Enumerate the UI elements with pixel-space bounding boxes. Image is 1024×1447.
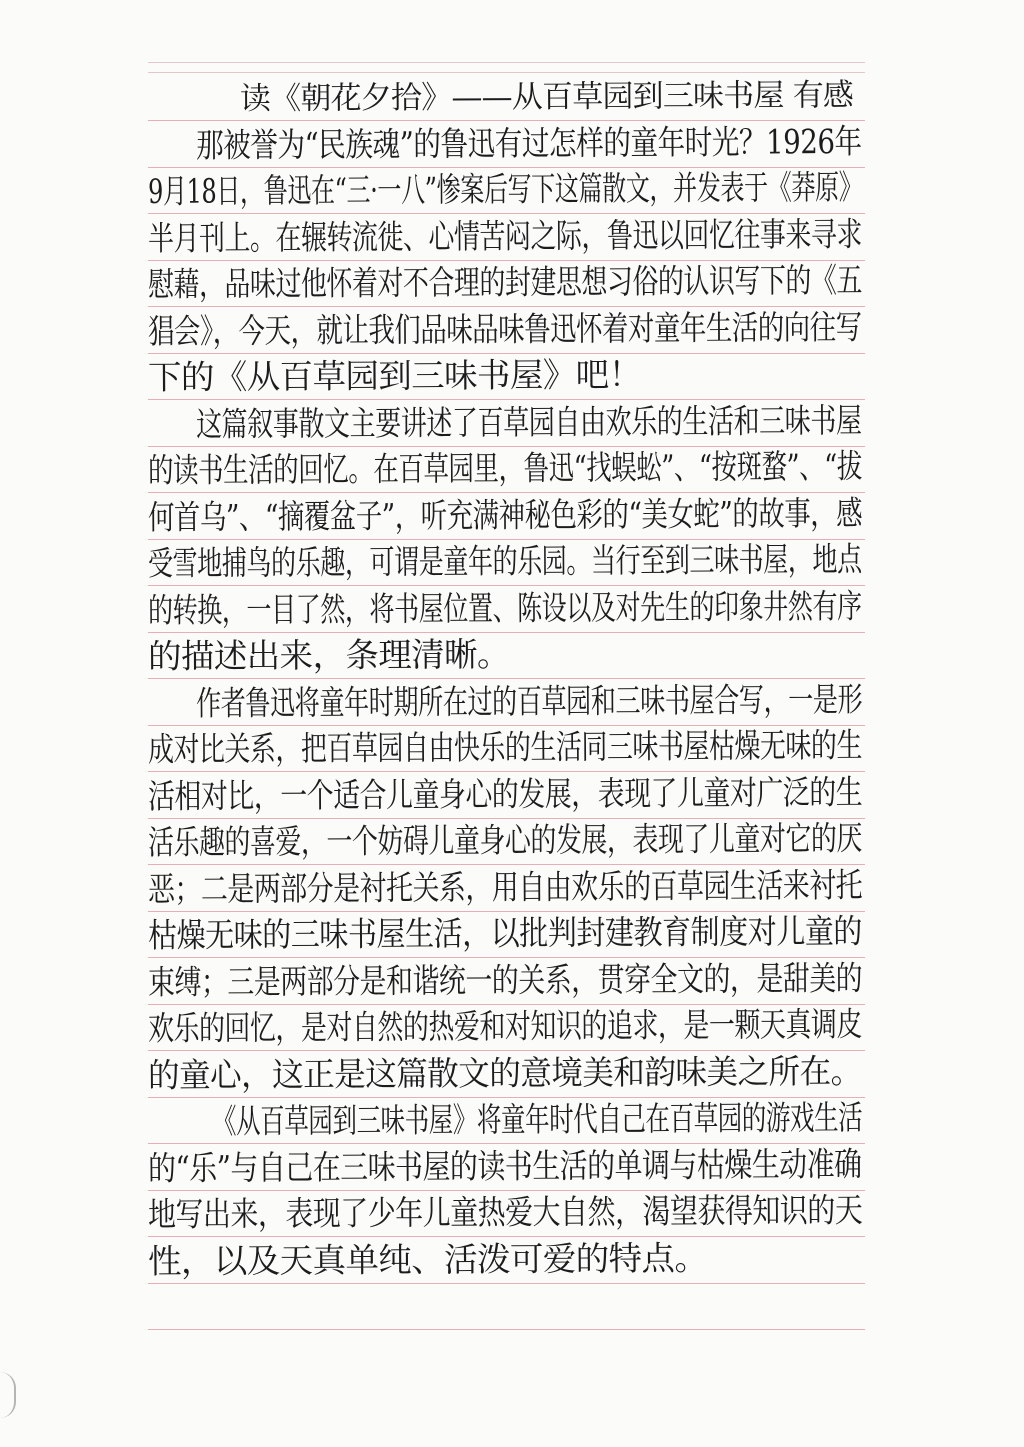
essay-line: 性，以及天真单纯、活泼可爱的特点。 (147, 1238, 708, 1281)
ruled-line (148, 1143, 865, 1144)
ruled-line (148, 1283, 865, 1284)
essay-line: 下的《从百草园到三味书屋》吧！ (147, 354, 642, 397)
ruled-line (148, 120, 865, 121)
ruled-line (148, 678, 865, 679)
essay-line: 活相对比，一个适合儿童身心的发展，表现了儿童对广泛的生 (147, 772, 863, 816)
essay-line: 受雪地捕鸟的乐趣，可谓是童年的乐园。当行至到三味书屋，地点 (147, 539, 862, 583)
essay-line: 作者鲁迅将童年时期所在过的百草园和三味书屋合写，一是形 (195, 679, 863, 723)
ruled-line (148, 585, 865, 586)
essay-line: 这篇叙事散文主要讲述了百草园自由欢乐的生活和三味书屋 (195, 400, 862, 444)
essay-line: 慰藉，品味过他怀着对不合理的封建思想习俗的认识写下的《五 (147, 260, 863, 304)
ruled-line (148, 1050, 865, 1051)
ruled-line (148, 399, 865, 400)
ruled-line (148, 353, 865, 354)
ruled-line (148, 1236, 865, 1237)
ruled-line (148, 864, 865, 865)
ruled-line (148, 213, 865, 214)
essay-line: 的描述出来，条理清晰。 (147, 634, 511, 676)
essay-line: 的读书生活的回忆。在百草园里，鲁迅“找蜈蚣”、“按斑蝥”、“拔 (147, 446, 862, 490)
essay-line: 那被誉为“民族魂”的鲁迅有过怎样的童年时光？1926年 (195, 121, 862, 165)
ruled-line (148, 1329, 865, 1330)
scan-edge-mark (0, 1372, 16, 1418)
essay-line: 的童心，这正是这篇散文的意境美和韵味美之所在。 (147, 1051, 862, 1095)
ruled-line (148, 492, 865, 493)
essay-line: 束缚；三是两部分是和谐统一的关系，贯穿全文的，是甜美的 (147, 958, 863, 1002)
essay-line: 何首乌”、“摘覆盆子”，听充满神秘色彩的“美女蛇”的故事，感 (147, 493, 863, 537)
essay-line: 《从百草园到三味书屋》将童年时代自己在百草园的游戏生活 (211, 1098, 863, 1141)
guide-rule (148, 72, 865, 73)
ruled-line (148, 632, 865, 633)
essay-line: 半月刊上。在辗转流徙、心情苦闷之际，鲁迅以回忆往事来寻求 (147, 214, 863, 258)
essay-line: 的“乐”与自己在三味书屋的读书生活的单调与枯燥生动准确 (147, 1144, 862, 1188)
essay-line: 活乐趣的喜爱，一个妨碍儿童身心的发展，表现了儿童对它的厌 (147, 818, 863, 862)
essay-line: 恶；二是两部分是衬托关系，用自由欢乐的百草园生活来衬托 (147, 865, 863, 909)
essay-line: 成对比关系，把百草园自由快乐的生活同三味书屋枯燥无味的生 (147, 725, 863, 769)
essay-line: 猖会》，今天，就让我们品味品味鲁迅怀着对童年生活的向往写 (147, 307, 862, 351)
essay-line: 9月18日，鲁迅在“三·一八”惨案后写下这篇散文，并发表于《莽原》 (147, 167, 863, 211)
ruled-line (148, 957, 865, 958)
ruled-line (148, 771, 865, 772)
guide-rule (148, 62, 865, 63)
essay-title: 读《朝花夕拾》——从百草园到三味书屋 有感 (239, 77, 854, 117)
essay-line: 地写出来，表现了少年儿童热爱大自然，渴望获得知识的天 (147, 1190, 863, 1234)
ruled-line (148, 306, 865, 307)
essay-line: 枯燥无味的三味书屋生活，以批判封建教育制度对儿童的 (147, 911, 863, 955)
essay-line: 的转换，一目了然，将书屋位置、陈设以及对先生的印象井然有序 (147, 586, 862, 630)
essay-line: 欢乐的回忆，是对自然的热爱和对知识的追求，是一颗天真调皮 (147, 1004, 863, 1048)
